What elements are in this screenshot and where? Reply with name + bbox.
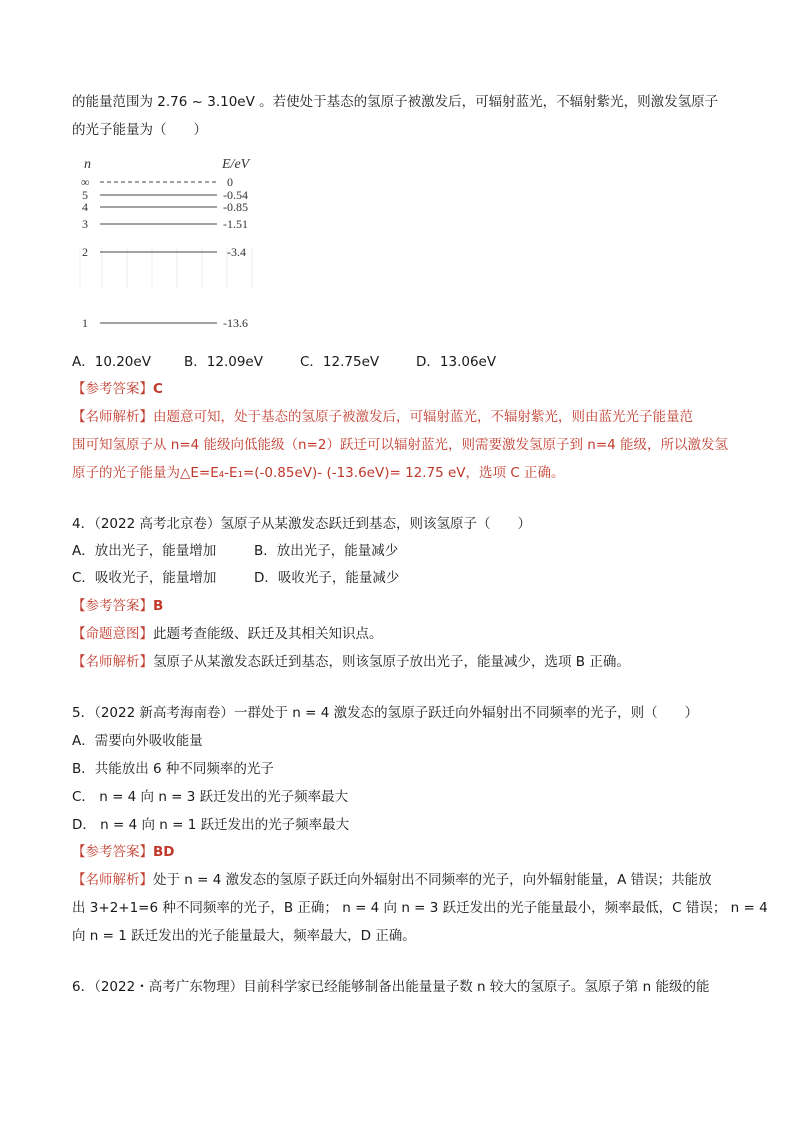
q3-option-d: D．13.06eV <box>416 354 497 370</box>
q4-option-b: B．放出光子，能量减少 <box>254 543 399 559</box>
level-n-3: 3 <box>82 217 88 231</box>
q5-analysis-line1 <box>72 870 732 890</box>
q3-option-c: C．12.75eV <box>300 354 380 370</box>
intent-text: 此题考查能级、跃迁及其相关知识点。 <box>153 626 383 642</box>
q5-option-d: D． n = 4 向 n = 1 跃迁发出的光子频率最大 <box>72 817 350 833</box>
answer-label: 【参考答案】 <box>72 598 153 614</box>
q4-analysis <box>72 652 732 672</box>
q4-options-row2 <box>72 568 732 588</box>
q3-options <box>72 352 732 372</box>
q5-analysis-line2: 出 3+2+1=6 种不同频率的光子，B 正确； n = 4 向 n = 3 跃迁发出的光子能量最小，频率最低，C 错误； n = 4 <box>72 900 768 916</box>
q5-option-b: B．共能放出 6 种不同频率的光子 <box>72 761 274 777</box>
analysis-text: 氢原子从某激发态跃迁到基态，则该氢原子放出光子，能量减少，选项 B 正确。 <box>153 654 630 670</box>
q5-option-a: A．需要向外吸收能量 <box>72 733 203 749</box>
q4-option-c: C．吸收光子，能量增加 <box>72 570 217 586</box>
level-e-4: -0.85 <box>223 200 248 214</box>
level-e-1: -13.6 <box>223 316 248 330</box>
intent-label: 【命题意图】 <box>72 626 153 642</box>
answer-value: BD <box>153 844 175 860</box>
q3-intro-line1: 的能量范围为 2.76 ~ 3.10eV 。若使处于基态的氢原子被激发后，可辐射蓝光，不辐射紫光，则激发氢原子 <box>72 94 719 110</box>
energy-level-diagram <box>72 148 272 338</box>
analysis-label: 【名师解析】 <box>72 409 153 425</box>
level-e-5: -0.54 <box>223 188 248 202</box>
analysis-label: 【名师解析】 <box>72 872 153 888</box>
q4-option-a: A．放出光子，能量增加 <box>72 543 217 559</box>
q4-answer <box>72 596 732 616</box>
q4-intent <box>72 624 732 644</box>
analysis-label: 【名师解析】 <box>72 654 153 670</box>
level-e-3: -1.51 <box>223 217 248 231</box>
q5-analysis-line3: 向 n = 1 跃迁发出的光子能量最大，频率最大，D 正确。 <box>72 928 416 944</box>
q6-stem: 6．（2022・高考广东物理）目前科学家已经能够制备出能量量子数 n 较大的氢原子。氢原子第 n 能级的能 <box>72 979 710 995</box>
answer-label: 【参考答案】 <box>72 381 153 397</box>
q3-option-b: B．12.09eV <box>184 354 263 370</box>
q5-option-c: C． n = 4 向 n = 3 跃迁发出的光子频率最大 <box>72 789 349 805</box>
q3-analysis-line1 <box>72 407 732 427</box>
analysis-text: 处于 n = 4 激发态的氢原子跃迁向外辐射出不同频率的光子，向外辐射能量，A 错误；共能放 <box>153 872 712 888</box>
level-n-5: 5 <box>82 188 88 202</box>
q3-answer <box>72 379 732 399</box>
level-n-1: 1 <box>82 316 88 330</box>
q4-option-d: D．吸收光子，能量减少 <box>254 570 400 586</box>
level-n-2: 2 <box>82 245 88 259</box>
analysis-text: 由题意可知，处于基态的氢原子被激发后，可辐射蓝光，不辐射紫光，则由蓝光光子能量范 <box>153 409 693 425</box>
level-n-inf: ∞ <box>81 175 90 189</box>
q5-stem: 5．（2022 新高考海南卷）一群处于 n = 4 激发态的氢原子跃迁向外辐射出不同频率的光子，则（ ） <box>72 705 699 721</box>
level-e-2: -3.4 <box>227 245 246 259</box>
q3-intro-line2: 的光子能量为（ ） <box>72 122 207 138</box>
level-e-inf: 0 <box>227 175 233 189</box>
diagram-e-header: E/eV <box>222 157 250 172</box>
diagram-n-header: n <box>84 157 91 172</box>
answer-label: 【参考答案】 <box>72 844 153 860</box>
q5-answer <box>72 842 732 862</box>
level-n-4: 4 <box>82 200 88 214</box>
q4-options-row1 <box>72 541 732 561</box>
answer-value: B <box>153 598 164 614</box>
q3-analysis-line3: 原子的光子能量为△E=E₄-E₁=(-0.85eV)- (-13.6eV)= 12.75 eV，选项 C 正确。 <box>72 465 565 481</box>
q4-stem: 4．（2022 高考北京卷）氢原子从某激发态跃迁到基态，则该氢原子（ ） <box>72 516 531 532</box>
q3-analysis-line2: 围可知氢原子从 n=4 能级向低能级（n=2）跃迁可以辐射蓝光，则需要激发氢原子到 n=4 能级，所以激发氢 <box>72 437 729 453</box>
answer-value: C <box>153 381 163 397</box>
q3-option-a: A．10.20eV <box>72 354 151 370</box>
